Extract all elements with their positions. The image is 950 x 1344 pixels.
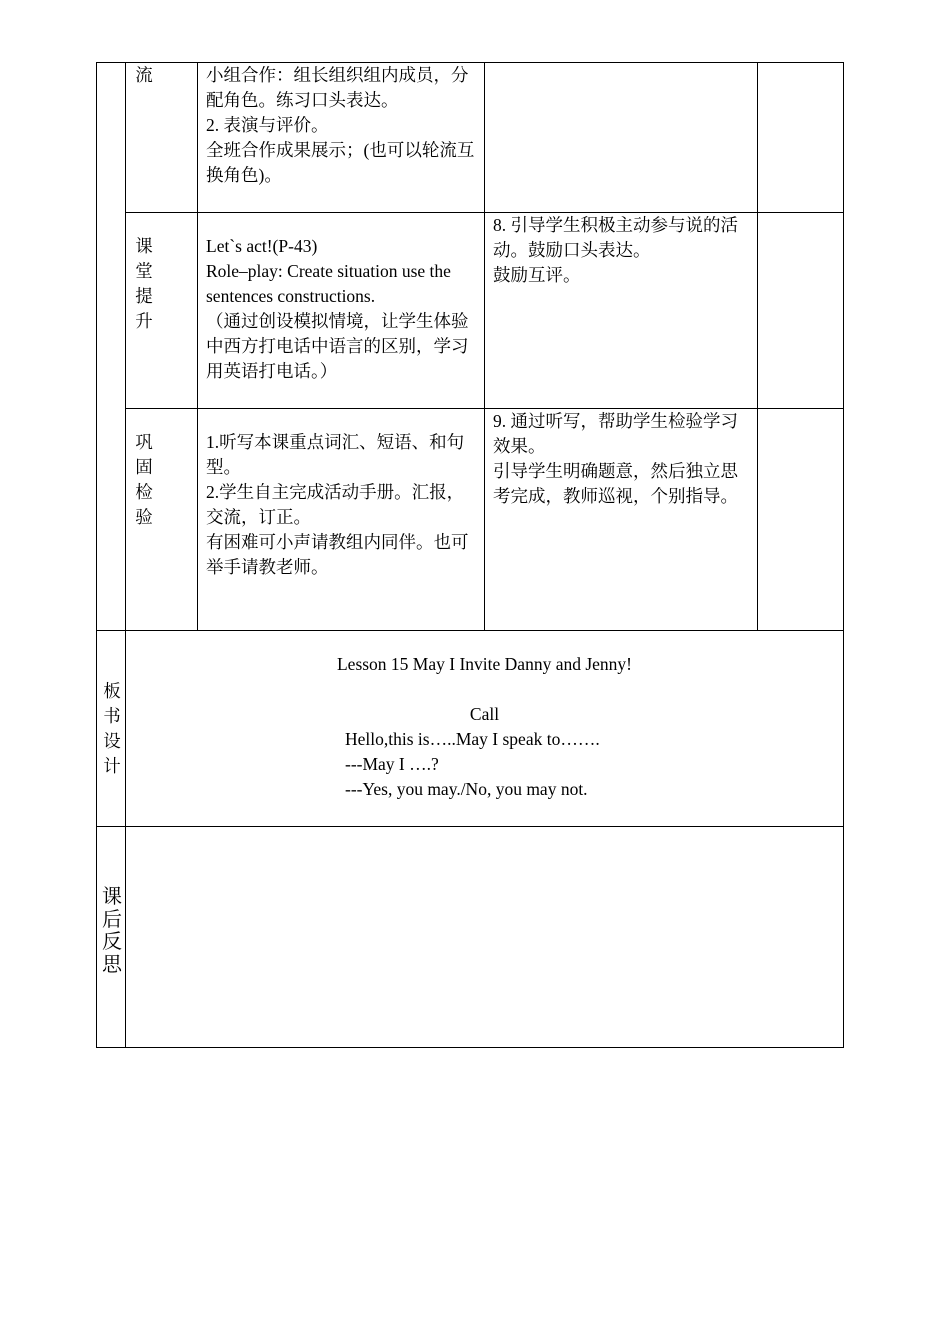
activity-text: 1.听写本课重点词汇、短语、和句型。 [206,432,465,477]
guidance-cell-row2 [493,213,751,288]
guidance-text: 9. 通过听写，帮助学生检验学习效果。 [493,411,738,456]
table-border-bottom [96,1047,844,1048]
activity-text: 全班合作成果展示；(也可以轮流互换角色)。 [206,140,475,185]
column-divider-2 [197,62,198,631]
table-border-left [96,62,97,1048]
row-divider-4 [96,826,844,827]
reflection-label-char: 后 [102,908,122,931]
stage-char: 固 [135,457,153,477]
board-lines [345,727,825,802]
stage-char: 升 [135,311,153,331]
reflection-label-char: 课 [102,886,122,908]
activity-text: 2.学生自主完成活动手册。汇报，交流，订正。 [206,482,465,527]
stage-char: 巩 [135,432,153,452]
activity-cell-row1 [206,63,478,188]
board-label-char: 计 [103,756,121,776]
column-divider-1 [125,62,126,1048]
column-divider-4 [757,62,758,631]
board-line: ---Yes, you may./No, you may not. [345,779,588,799]
board-subtitle: Call [469,704,500,724]
activity-cell-row3 [206,430,478,580]
guidance-cell-row3 [493,409,751,509]
stage-char: 堂 [135,261,153,281]
activity-text: （通过创设模拟情境，让学生体验中西方打电话中语言的区别，学习用英语打电话。） [206,311,469,381]
board-line: ---May I ….? [345,754,439,774]
reflection-label [100,886,124,976]
guidance-text: 8. 引导学生积极主动参与说的活动。鼓励口头表达。 [493,215,738,260]
board-title: Lesson 15 May I Invite Danny and Jenny! [336,654,632,674]
activity-cell-row2 [206,234,478,384]
activity-text: Role–play: Create situation use the sentences constructions. [206,261,456,306]
stage-char: 验 [135,507,153,527]
board-label-char: 板 [103,681,121,701]
guidance-text: 引导学生明确题意，然后独立思考完成，教师巡视，个别指导。 [493,461,738,506]
stage-label-row2 [129,234,159,334]
row-divider-3 [96,630,844,631]
stage-char: 提 [135,286,153,306]
board-label-char: 设 [103,731,121,751]
stage-char: 流 [135,65,153,85]
reflection-label-char: 反 [102,931,122,953]
reflection-label-char: 思 [102,953,122,976]
stage-label-row1 [129,63,159,88]
board-line: Hello,this is…..May I speak to……. [345,729,600,749]
activity-text: 有困难可小声请教组内同伴。也可举手请教老师。 [206,532,469,577]
activity-text: 小组合作：组长组织组内成员，分配角色。练习口头表达。 [206,65,469,110]
column-divider-3 [484,62,485,631]
stage-label-row3 [129,430,159,530]
stage-char: 检 [135,482,153,502]
activity-text: Let`s act!(P-43) [206,236,318,256]
activity-text: 2. 表演与评价。 [206,115,329,135]
board-label-char: 书 [103,706,121,726]
guidance-text: 鼓励互评。 [493,265,581,285]
stage-char: 课 [135,236,153,256]
table-border-right [843,62,844,1048]
board-label [100,679,124,779]
